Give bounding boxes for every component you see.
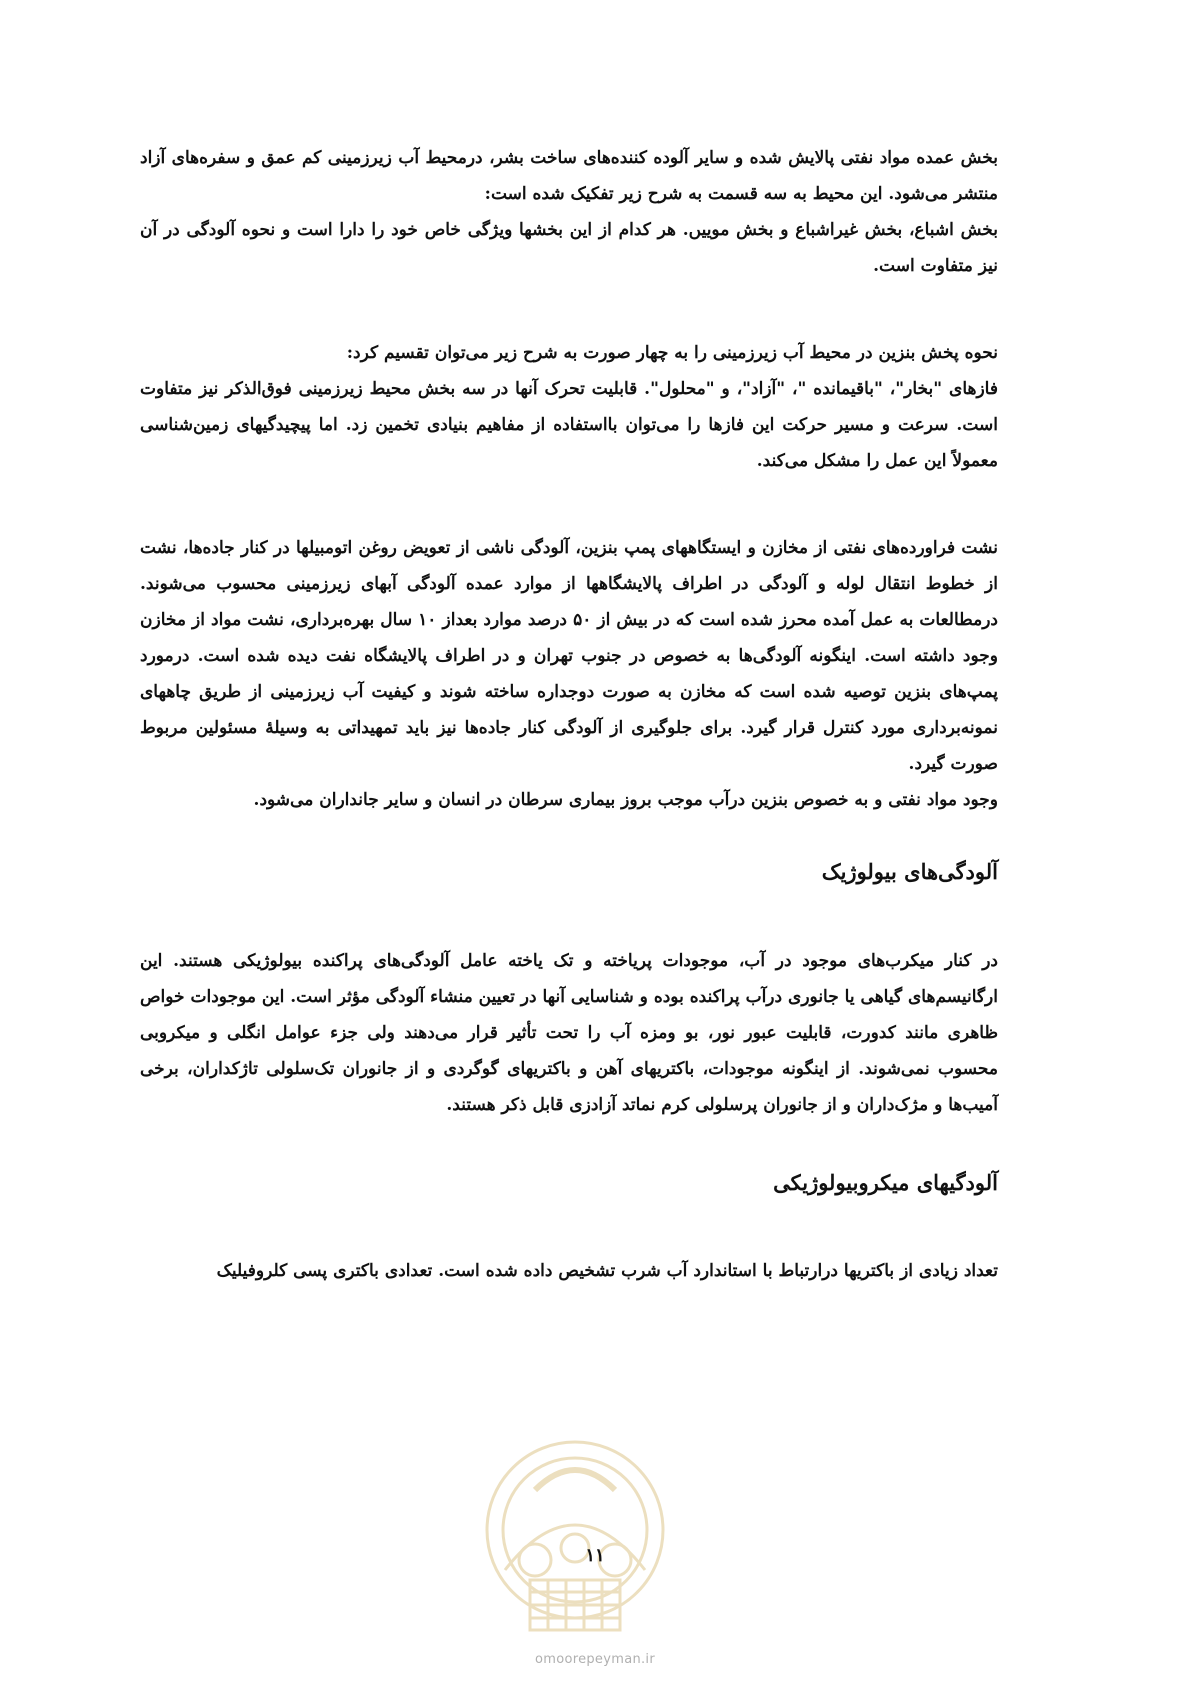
document-body: [140, 140, 998, 1289]
heading-microbiological-pollution: آلودگیهای میکروبیولوژیکی: [773, 1170, 998, 1195]
paragraph-7: در کنار میکرب‌های موجود در آب، موجودات پریاخته و تک یاخته عامل آلودگی‌های پراکنده بیولوژیکی هستند. این ارگانیسم‌های گیاهی یا جانوری درآب پراکنده بوده و شناسایی آنها در تعیین منشاء آلودگی مؤثر است. این موجودات خواص ظاهری مانند کدورت، قابلیت عبور نور، بو ومزه آب را تحت تأثیر قرار می‌دهند ولی جزء عوامل انگلی و میکروبی محسوب نمی‌شوند. از اینگونه موجودات، باکتریهای آهن و باکتریهای گوگردی و از جانوران تک‌سلولی تاژکداران، برخی آمیب‌ها و مژک‌داران و از جانوران پرسلولی کرم نماتد آزادزی قابل ذکر هستند.: [140, 951, 998, 1115]
site-watermark: omoorepeyman.ir: [535, 1652, 655, 1667]
paragraph-2: بخش اشباع، بخش غیراشباع و بخش موییں. هر کدام از این بخشها ویژگی خاص خود را دارا است و نحوه آلودگی در آن نیز متفاوت است.: [140, 220, 998, 276]
paragraph-4: فازهای "بخار"، "باقیمانده "، "آزاد"، و "محلول". قابلیت تحرک آنها در سه بخش محیط زیرزمینی فوق‌الذکر نیز متفاوت است. سرعت و مسیر حرکت این فازها را می‌توان بااستفاده از مفاهیم بنیادی تخمین زد. اما پیچیدگیهای زمین‌شناسی معمولاً این عمل را مشکل می‌کند.: [140, 379, 998, 471]
paragraph-8: تعداد زیادی از باکتریها درارتباط با استاندارد آب شرب تشخیص داده شده است. تعدادی باکتری پسی کلروفیلیک: [216, 1261, 998, 1281]
paragraph-3: نحوه پخش بنزین در محیط آب زیرزمینی را به چهار صورت به شرح زیر می‌توان تقسیم کرد:: [346, 343, 998, 363]
watermark-logo-icon: [475, 1420, 675, 1660]
page-number: ۱۱: [585, 1545, 605, 1566]
paragraph-1: بخش عمده مواد نفتی پالایش شده و سایر آلوده کننده‌های ساخت بشر، درمحیط آب زیرزمینی کم عمق و سفره‌های آزاد منتشر می‌شود. این محیط به سه قسمت به شرح زیر تفکیک شده است:: [140, 148, 998, 204]
heading-biological-pollution: آلودگی‌های بیولوژیک: [821, 859, 998, 884]
paragraph-6: وجود مواد نفتی و به خصوص بنزین درآب موجب بروز بیماری سرطان در انسان و سایر جانداران می‌شود.: [253, 790, 998, 810]
paragraph-5: نشت فراورده‌های نفتی از مخازن و ایستگاههای پمپ بنزین، آلودگی ناشی از تعویض روغن اتومبیلها در کنار جاده‌ها، نشت از خطوط انتقال لوله و آلودگی در اطراف پالایشگاهها از موارد عمده آلودگی آبهای زیرزمینی محسوب می‌شوند. درمطالعات به عمل آمده محرز شده است که در بیش از ۵۰ درصد موارد بعداز ۱۰ سال بهره‌برداری، نشت مواد از مخازن وجود داشته است. اینگونه آلودگی‌ها به خصوص در جنوب تهران و در اطراف پالایشگاه نفت دیده شده است. درمورد پمپ‌های بنزین توصیه شده است که مخازن به صورت دوجداره ساخته شوند و کیفیت آب زیرزمینی از طریق چاههای نمونه‌برداری مورد کنترل قرار گیرد. برای جلوگیری از آلودگی کنار جاده‌ها نیز باید تمهیداتی به وسیلهٔ مسئولین مربوط صورت گیرد.: [140, 538, 998, 774]
